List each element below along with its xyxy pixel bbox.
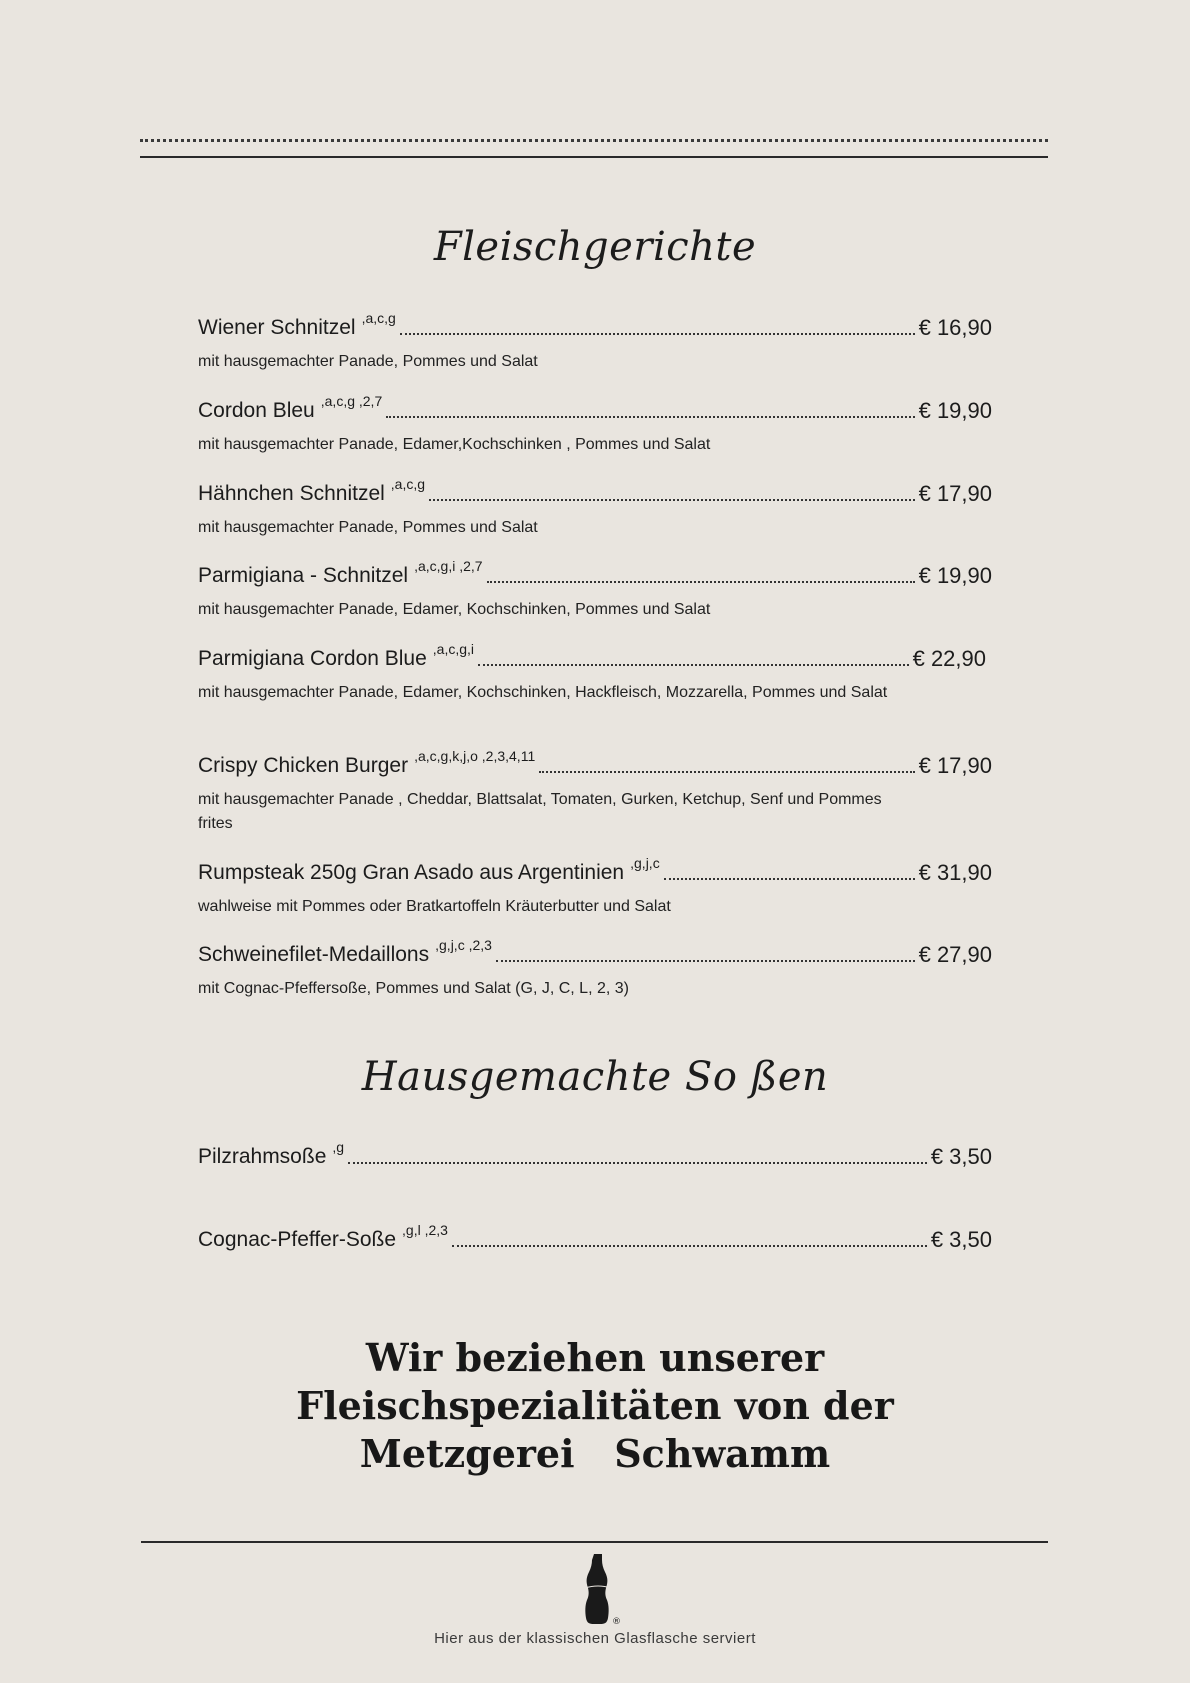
top-dotted-divider xyxy=(140,139,1048,142)
item-description: mit hausgemachter Panade, Edamer,Kochschinken , Pommes und Salat xyxy=(198,436,711,453)
item-price: € 22,90 xyxy=(912,646,986,671)
item-price: € 16,90 xyxy=(918,315,992,340)
item-allergens: ,g,j,c xyxy=(630,855,660,871)
item-allergens: ,a,c,g xyxy=(361,310,396,326)
menu-item xyxy=(198,1139,992,1169)
menu-item xyxy=(198,393,992,457)
item-price: € 3,50 xyxy=(930,1144,992,1169)
dot-leader xyxy=(664,878,915,880)
top-solid-divider xyxy=(140,156,1048,158)
item-price: € 19,90 xyxy=(918,563,992,588)
item-price: € 27,90 xyxy=(918,942,992,967)
menu-item xyxy=(198,748,992,836)
menu-item xyxy=(198,310,992,374)
registered-mark: ® xyxy=(612,1617,621,1627)
statement-line: Wir beziehen unserer xyxy=(365,1335,825,1380)
dot-leader xyxy=(429,499,915,501)
item-name: Schweinefilet-Medaillons xyxy=(198,943,430,966)
dot-leader xyxy=(452,1245,927,1247)
coca-cola-bottle-icon xyxy=(582,1552,622,1628)
dot-leader xyxy=(496,960,915,962)
menu-item xyxy=(198,476,992,540)
item-allergens: ,g,j,c ,2,3 xyxy=(435,937,492,953)
item-name: Wiener Schnitzel xyxy=(198,316,356,339)
item-description: mit hausgemachter Panade, Pommes und Salat xyxy=(198,519,538,536)
item-description: wahlweise mit Pommes oder Bratkartoffeln Kräuterbutter und Salat xyxy=(198,898,671,915)
bottom-solid-divider xyxy=(141,1541,1048,1543)
item-name: Cordon Bleu xyxy=(198,399,315,422)
item-name: Pilzrahmsoße xyxy=(198,1145,327,1168)
item-description: mit hausgemachter Panade, Edamer, Kochschinken, Hackfleisch, Mozzarella, Pommes und Salat xyxy=(198,684,888,701)
item-price: € 19,90 xyxy=(918,398,992,423)
dot-leader xyxy=(478,664,909,666)
item-description: mit Cognac-Pfeffersoße, Pommes und Salat (G, J, C, L, 2, 3) xyxy=(198,980,629,997)
section-title-fleischgerichte: Fleischgerichte xyxy=(433,224,757,270)
item-name: Parmigiana Cordon Blue xyxy=(198,647,427,670)
item-price: € 17,90 xyxy=(918,481,992,506)
statement-line: Metzgerei Schwamm xyxy=(359,1431,831,1476)
supplier-statement xyxy=(0,1334,1190,1478)
item-allergens: ,a,c,g xyxy=(390,476,426,492)
item-allergens: ,a,c,g,i xyxy=(432,641,475,657)
item-name: Crispy Chicken Burger xyxy=(198,754,409,777)
item-price: € 17,90 xyxy=(918,753,992,778)
item-allergens: ,a,c,g,i ,2,7 xyxy=(414,558,483,574)
item-price: € 31,90 xyxy=(918,860,992,885)
menu-item xyxy=(198,855,992,919)
menu-item xyxy=(198,558,992,622)
item-allergens: ,a,c,g,k,j,o ,2,3,4,11 xyxy=(414,748,536,764)
item-allergens: ,g,l ,2,3 xyxy=(402,1222,448,1238)
item-description: mit hausgemachter Panade, Pommes und Salat xyxy=(198,353,538,370)
dot-leader xyxy=(539,771,914,773)
item-description: mit hausgemachter Panade, Edamer, Kochschinken, Pommes und Salat xyxy=(198,601,711,618)
dot-leader xyxy=(400,333,915,335)
item-name: Parmigiana - Schnitzel xyxy=(198,564,409,587)
dot-leader xyxy=(386,416,914,418)
dot-leader xyxy=(348,1162,927,1164)
menu-item xyxy=(198,1222,992,1252)
item-price: € 3,50 xyxy=(930,1227,992,1252)
statement-line: Fleischspezialitäten von der xyxy=(296,1383,894,1428)
menu-item xyxy=(198,937,992,1001)
item-allergens: ,a,c,g ,2,7 xyxy=(320,393,383,409)
item-name: Cognac-Pfeffer-Soße xyxy=(198,1228,397,1251)
menu-item xyxy=(198,641,986,705)
item-description: mit hausgemachter Panade , Cheddar, Blattsalat, Tomaten, Gurken, Ketchup, Senf und Pommes frites xyxy=(198,791,882,832)
item-allergens: ,g xyxy=(332,1139,345,1155)
item-name: Hähnchen Schnitzel xyxy=(198,482,385,505)
item-name: Rumpsteak 250g Gran Asado aus Argentinien xyxy=(198,861,625,884)
dot-leader xyxy=(487,581,915,583)
footer-note: Hier aus der klassischen Glasflasche serviert xyxy=(434,1630,756,1647)
section-title-sauces: Hausgemachte So ßen xyxy=(361,1054,829,1100)
